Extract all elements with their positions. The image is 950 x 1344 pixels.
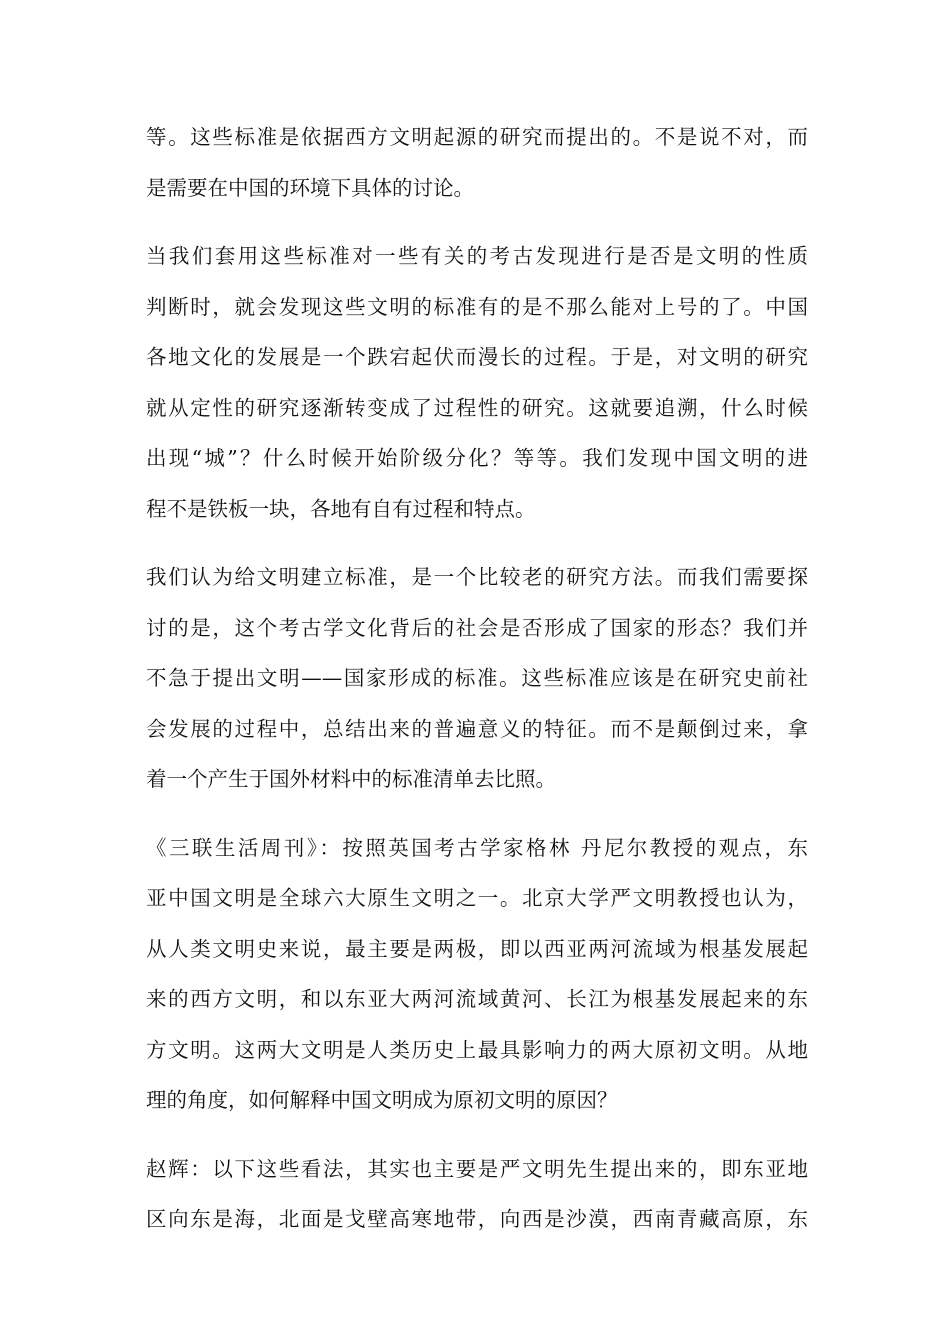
document-page: [146, 112, 808, 1263]
text-line: 是需要在中国的环境下具体的讨论。: [146, 175, 474, 200]
text-line: 会发展的过程中，总结出来的普遍意义的特征。而不是颠倒过来，拿: [146, 716, 808, 741]
paragraph-1: [146, 112, 808, 213]
paragraph-5-answer: [146, 1144, 808, 1245]
text-line: 不急于提出文明——国家形成的标准。这些标准应该是在研究史前社: [146, 666, 808, 690]
text-line: 理的角度，如何解释中国文明成为原初文明的原因？: [146, 1088, 618, 1112]
text-line: 从人类文明史来说，最主要是两极，即以西亚两河流域为根基发展起: [146, 936, 808, 961]
text-line: 当我们套用这些标准对一些有关的考古发现进行是否是文明的性质: [146, 244, 808, 268]
text-line: 等。这些标准是依据西方文明起源的研究而提出的。不是说不对，而: [146, 125, 808, 149]
text-line: 判断时，就会发现这些文明的标准有的是不那么能对上号的了。中国: [146, 294, 808, 319]
text-line: 赵辉：以下这些看法，其实也主要是严文明先生提出来的，即东亚地: [146, 1156, 808, 1181]
text-line: 《三联生活周刊》：按照英国考古学家格林 丹尼尔教授的观点，东: [146, 835, 808, 860]
text-line: 方文明。这两大文明是人类历史上最具影响力的两大原初文明。从地: [146, 1037, 808, 1062]
text-line: 程不是铁板一块，各地有自有过程和特点。: [146, 496, 536, 521]
text-line: 讨的是，这个考古学文化背后的社会是否形成了国家的形态？我们并: [146, 615, 808, 640]
text-line: 亚中国文明是全球六大原生文明之一。北京大学严文明教授也认为，: [146, 886, 808, 910]
text-line: 我们认为给文明建立标准，是一个比较老的研究方法。而我们需要探: [146, 565, 808, 589]
text-line: 来的西方文明，和以东亚大两河流域黄河、长江为根基发展起来的东: [146, 987, 808, 1011]
text-line: 出现“城”？什么时候开始阶级分化？等等。我们发现中国文明的进: [146, 446, 808, 470]
text-line: 区向东是海，北面是戈壁高寒地带，向西是沙漠，西南青藏高原，东: [146, 1207, 808, 1231]
text-line: 着一个产生于国外材料中的标准清单去比照。: [146, 767, 556, 791]
paragraph-4-question: [146, 823, 808, 1126]
text-line: 各地文化的发展是一个跌宕起伏而漫长的过程。于是，对文明的研究: [146, 345, 808, 369]
paragraph-2: [146, 231, 808, 534]
text-line: 就从定性的研究逐渐转变成了过程性的研究。这就要追溯，什么时候: [146, 395, 808, 420]
paragraph-3: [146, 552, 808, 805]
